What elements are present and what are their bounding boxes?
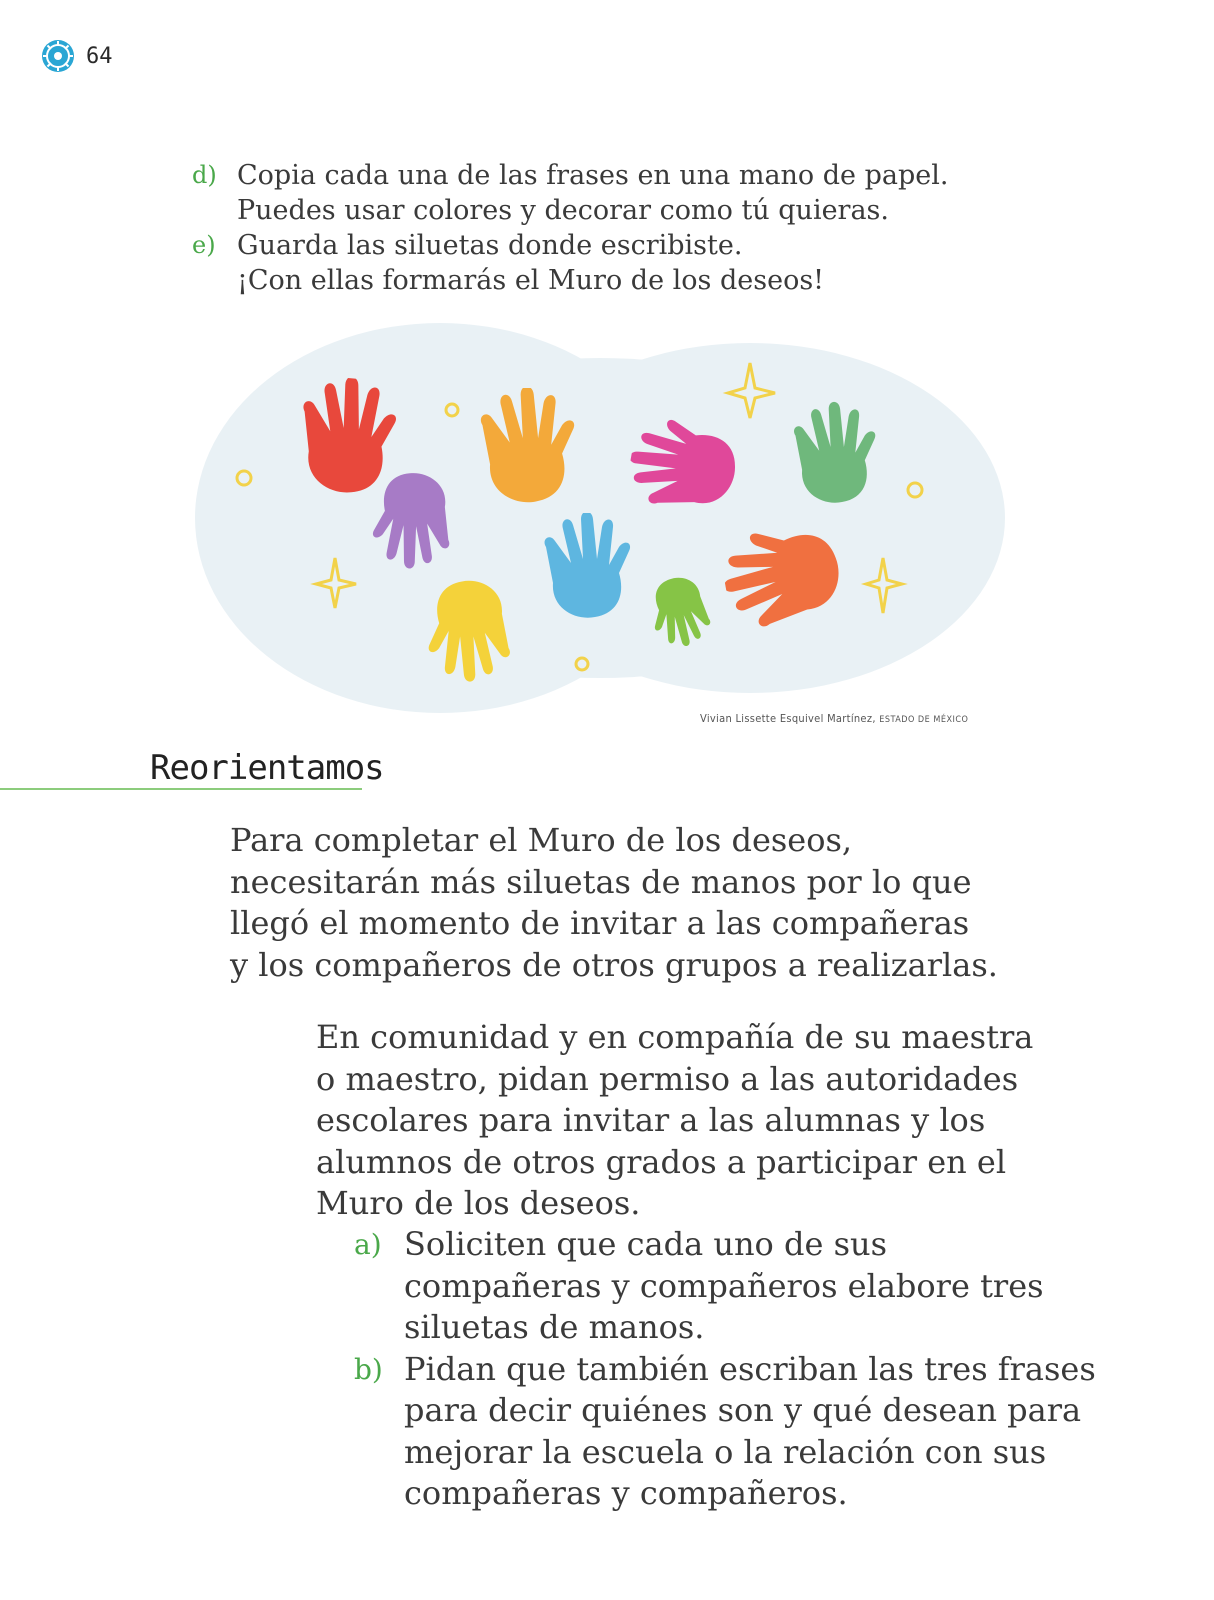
list-item	[192, 228, 992, 298]
list-item-line: siluetas de manos.	[404, 1308, 705, 1346]
illustration-credit	[700, 712, 968, 725]
list-marker: e)	[192, 231, 216, 259]
instruction-list-bottom	[354, 1224, 1096, 1515]
list-item-line: Puedes usar colores y decorar como tú quieras.	[237, 195, 889, 226]
list-item-line: compañeras y compañeros elabore tres	[404, 1266, 1044, 1305]
credit-place: ESTADO DE MÉXICO	[879, 715, 969, 725]
list-marker: d)	[192, 161, 217, 189]
list-item-line: Pidan que también escriban las tres frases	[404, 1349, 1096, 1388]
paragraph-line: o maestro, pidan permiso a las autoridades	[316, 1059, 1019, 1098]
list-item	[354, 1224, 1054, 1349]
paragraph-line: escolares para invitar a las alumnas y los	[316, 1101, 986, 1139]
list-item	[354, 1349, 1096, 1515]
paragraph-2	[316, 1017, 1033, 1225]
paragraph-line: llegó el momento de invitar a las compañeras	[230, 904, 970, 942]
paragraph-line: En comunidad y en compañía de su maestra	[316, 1018, 1034, 1056]
list-marker: b)	[354, 1352, 383, 1386]
paragraph-1	[230, 820, 998, 986]
list-item-line: para decir quiénes son y qué desean para	[404, 1391, 1082, 1429]
list-item-line: Copia cada una de las frases en una mano de papel.	[237, 160, 949, 191]
section-title: Reorientamos	[150, 748, 384, 788]
list-item-line: Guarda las siluetas donde escribiste.	[237, 230, 743, 261]
list-item-line: ¡Con ellas formarás el Muro de los deseos!	[237, 265, 825, 296]
section-rule	[0, 788, 362, 790]
paragraph-line: y los compañeros de otros grupos a realizarlas.	[230, 945, 998, 984]
list-marker: a)	[354, 1228, 382, 1261]
page-header	[40, 38, 113, 74]
list-item-line: mejorar la escuela o la relación con sus	[404, 1432, 1047, 1471]
credit-name: Vivian Lissette Esquivel Martínez,	[700, 712, 880, 725]
paragraph-line: Para completar el Muro de los deseos,	[230, 821, 853, 859]
paragraph-line: necesitarán más siluetas de manos por lo que	[230, 862, 972, 901]
list-item	[192, 158, 992, 228]
paragraph-line: Muro de los deseos.	[316, 1184, 641, 1222]
page-number: 64	[86, 43, 113, 69]
colorful-hands-illustration	[190, 318, 1008, 720]
instruction-list-top	[192, 158, 992, 298]
list-item-line: compañeras y compañeros.	[404, 1474, 848, 1512]
sun-emblem-icon	[40, 38, 76, 74]
list-item-line: Soliciten que cada uno de sus	[404, 1225, 888, 1263]
paragraph-line: alumnos de otros grados a participar en el	[316, 1142, 1007, 1181]
